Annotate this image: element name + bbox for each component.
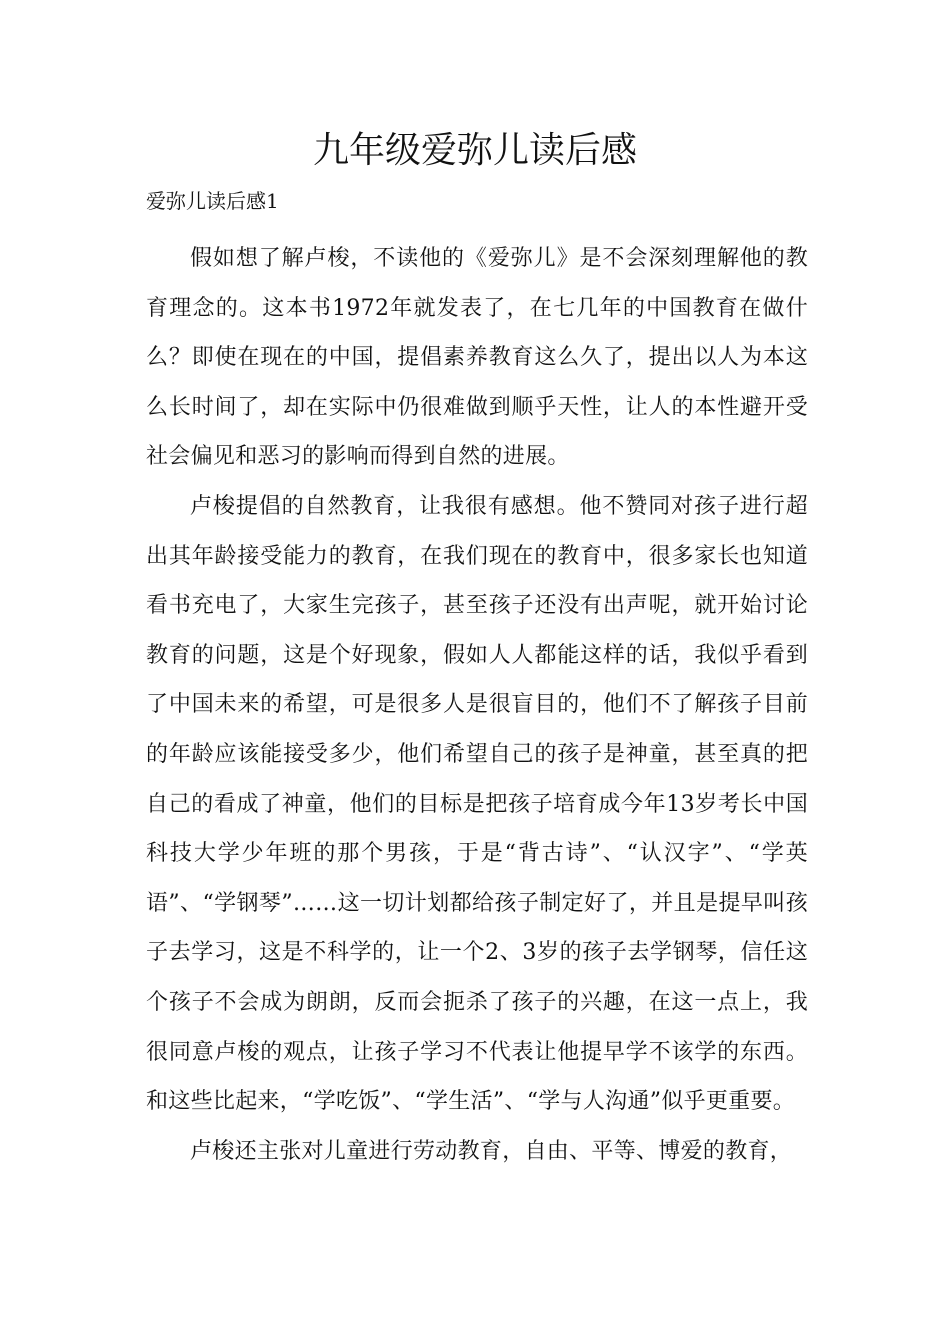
document-body: [146, 234, 808, 1176]
paragraph: 卢梭提倡的自然教育，让我很有感想。他不赞同对孩子进行超出其年龄接受能力的教育，在我们现在的教育中，很多家长也知道看书充电了，大家生完孩子，甚至孩子还没有出声呢，就开始讨论教育的问题，这是个好现象，假如人人都能这样的话，我似乎看到了中国未来的希望，可是很多人是很盲目的，他们不了解孩子目前的年龄应该能接受多少，他们希望自己的孩子是神童，甚至真的把自己的看成了神童，他们的目标是把孩子培育成今年13岁考长中国科技大学少年班的那个男孩，于是“背古诗”、“认汉字”、“学英语”、“学钢琴”……这一切计划都给孩子制定好了，并且是提早叫孩子去学习，这是不科学的，让一个2、3岁的孩子去学钢琴，信任这个孩子不会成为朗朗，反而会扼杀了孩子的兴趣，在这一点上，我很同意卢梭的观点，让孩子学习不代表让他提早学不该学的东西。和这些比起来，“学吃饭”、“学生活”、“学与人沟通”似乎更重要。: [146, 493, 808, 1115]
paragraph: 卢梭还主张对儿童进行劳动教育，自由、平等、博爱的教育，: [190, 1138, 793, 1164]
document-subtitle: 爱弥儿读后感1: [146, 189, 279, 213]
document-title: 九年级爱弥儿读后感: [312, 130, 637, 171]
paragraph: 假如想了解卢梭，不读他的《爱弥儿》是不会深刻理解他的教育理念的。这本书1972年就发表了，在七几年的中国教育在做什么？即使在现在的中国，提倡素养教育这么久了，提出以人为本这么长时间了，却在实际中仍很难做到顺乎天性，让人的本性避开受社会偏见和恶习的影响而得到自然的进展。: [146, 246, 808, 470]
